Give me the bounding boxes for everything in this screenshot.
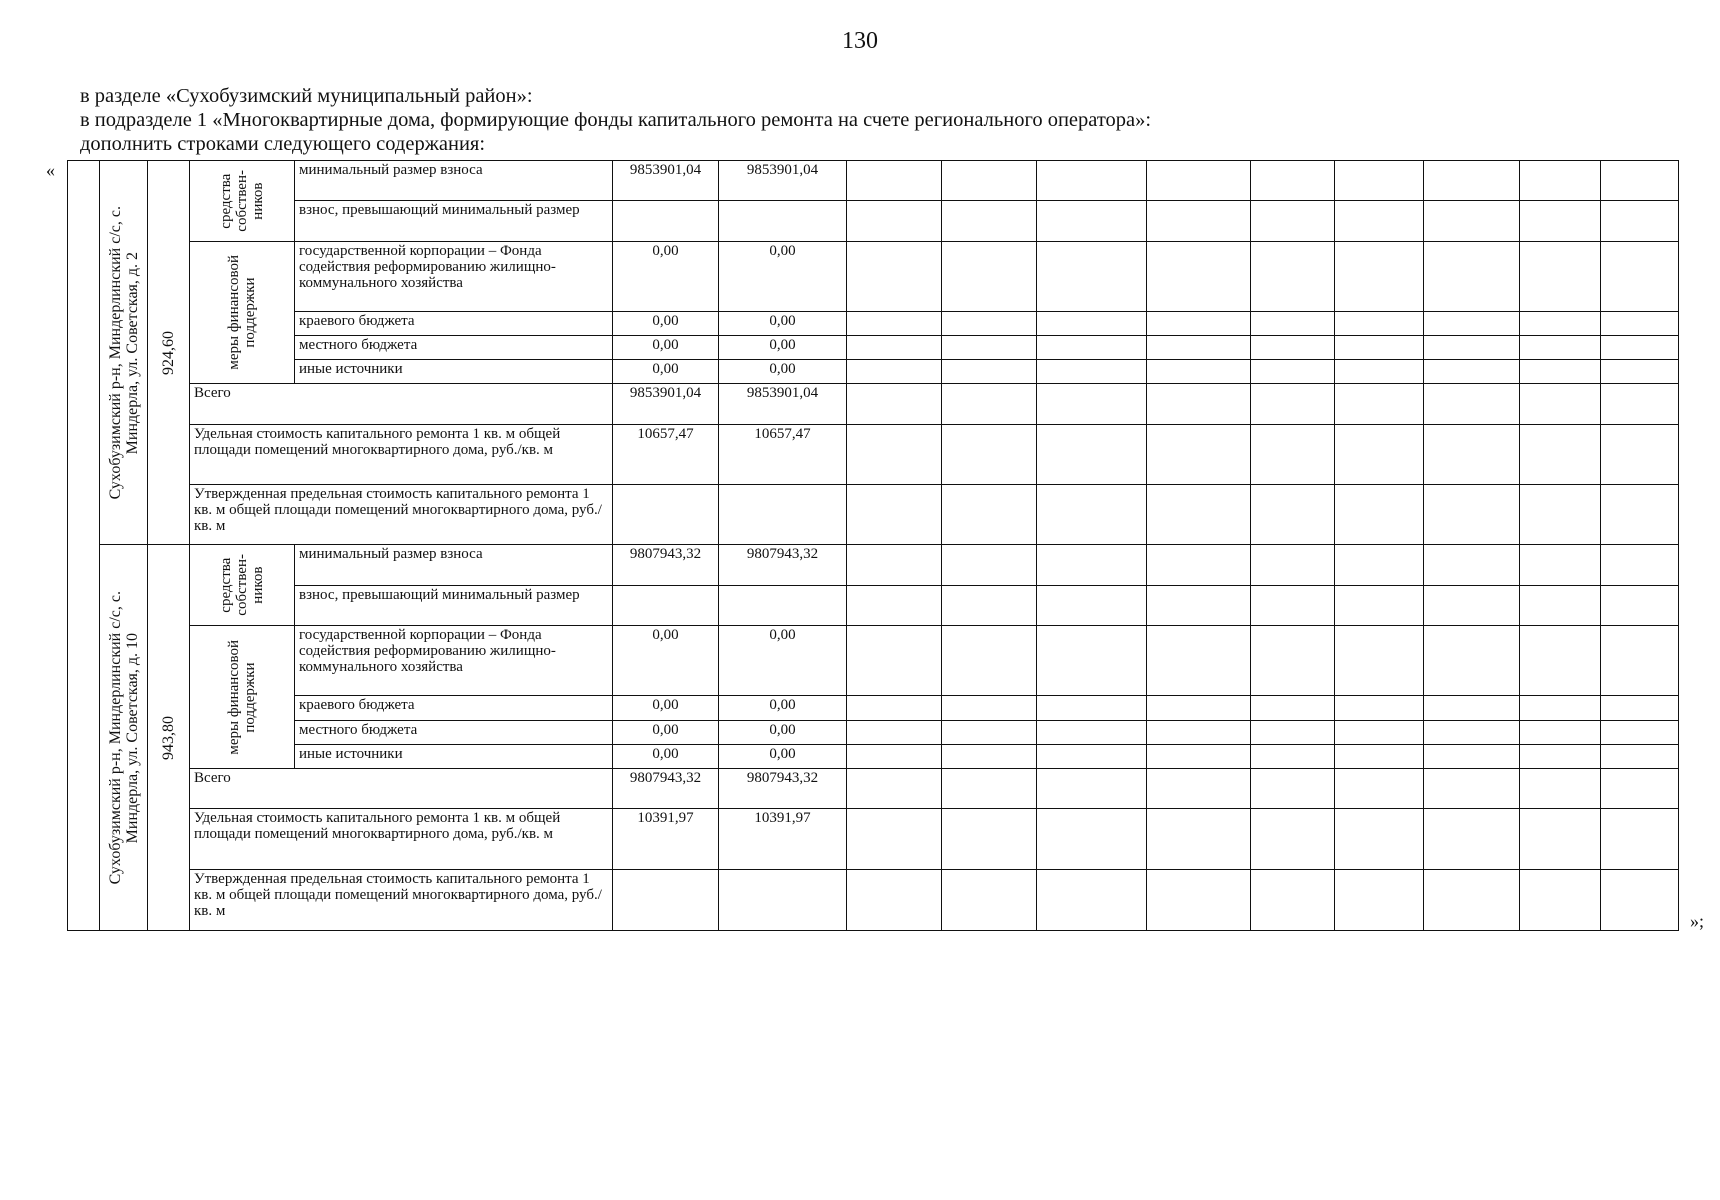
row-label-other: иные источники xyxy=(295,360,613,384)
table-row xyxy=(68,311,1679,335)
intro-text xyxy=(80,84,1151,156)
value-cell: 0,00 xyxy=(613,311,719,335)
row-label-fund: государственной корпорации – Фонда содействия реформированию жилищно-коммунального хозяйства xyxy=(295,625,613,695)
value-cell: 9853901,04 xyxy=(613,384,719,424)
group-owners-funds: средства собствен- ников xyxy=(190,161,295,242)
table-row xyxy=(68,241,1679,311)
value-cell: 9807943,32 xyxy=(719,545,847,585)
row-label-regional: краевого бюджета xyxy=(295,311,613,335)
house-area: 924,60 xyxy=(148,161,190,545)
intro-line-instruction: дополнить строками следующего содержания: xyxy=(80,133,486,155)
row-label-over: взнос, превышающий минимальный размер xyxy=(295,585,613,625)
value-cell: 9853901,04 xyxy=(719,384,847,424)
house-address: Сухобузимский р-н, Миндерлинский с/с, с. Миндерла, ул. Советская, д. 10 xyxy=(100,545,148,931)
table-row xyxy=(68,201,1679,241)
intro-line-subsection: в подразделе 1 «Многоквартирные дома, формирующие фонды капитального ремонта на счете регионального оператора»: xyxy=(80,109,1152,131)
value-cell: 0,00 xyxy=(719,241,847,311)
page-number: 130 xyxy=(842,28,878,54)
row-label-over: взнос, превышающий минимальный размер xyxy=(295,201,613,241)
house-address: Сухобузимский р-н, Миндерлинский с/с, с. Миндерла, ул. Советская, д. 2 xyxy=(100,161,148,545)
capital-repair-table xyxy=(67,160,1679,931)
table-row xyxy=(68,485,1679,545)
value-cell: 9853901,04 xyxy=(719,161,847,201)
table-row xyxy=(68,720,1679,744)
blank-margin-column xyxy=(68,161,100,931)
value-cell: 0,00 xyxy=(719,720,847,744)
table-row xyxy=(68,744,1679,768)
row-label-fund: государственной корпорации – Фонда содействия реформированию жилищно-коммунального хозяйства xyxy=(295,241,613,311)
closing-quote: »; xyxy=(1690,911,1705,931)
row-label-regional: краевого бюджета xyxy=(295,696,613,720)
table-row xyxy=(68,545,1679,585)
table-row xyxy=(68,696,1679,720)
value-cell: 0,00 xyxy=(719,625,847,695)
value-cell: 0,00 xyxy=(613,720,719,744)
group-financial-support: меры финансовой поддержки xyxy=(190,625,295,768)
table-row xyxy=(68,424,1679,484)
value-cell: 10391,97 xyxy=(613,809,719,869)
value-cell: 0,00 xyxy=(719,336,847,360)
value-cell: 9853901,04 xyxy=(613,161,719,201)
row-label-other: иные источники xyxy=(295,744,613,768)
value-cell: 0,00 xyxy=(719,360,847,384)
row-label-limit-cost: Утвержденная предельная стоимость капитального ремонта 1 кв. м общей площади помещений многоквартирного дома, руб./кв. м xyxy=(190,869,613,930)
table-row xyxy=(68,360,1679,384)
value-cell: 0,00 xyxy=(613,744,719,768)
value-cell: 0,00 xyxy=(719,696,847,720)
table-row xyxy=(68,625,1679,695)
group-financial-support: меры финансовой поддержки xyxy=(190,241,295,384)
intro-line-section: в разделе «Сухобузимский муниципальный район»: xyxy=(80,85,533,107)
table-row xyxy=(68,336,1679,360)
row-label-total: Всего xyxy=(190,768,613,808)
value-cell: 10657,47 xyxy=(719,424,847,484)
group-owners-funds: средства собствен- ников xyxy=(190,545,295,626)
value-cell: 9807943,32 xyxy=(719,768,847,808)
table-row xyxy=(68,809,1679,869)
value-cell: 0,00 xyxy=(719,744,847,768)
house-area: 943,80 xyxy=(148,545,190,931)
value-cell: 10657,47 xyxy=(613,424,719,484)
value-cell: 10391,97 xyxy=(719,809,847,869)
value-cell: 0,00 xyxy=(613,625,719,695)
row-label-total: Всего xyxy=(190,384,613,424)
value-cell: 9807943,32 xyxy=(613,545,719,585)
opening-quote: « xyxy=(46,160,55,180)
row-label-min: минимальный размер взноса xyxy=(295,545,613,585)
table-row xyxy=(68,768,1679,808)
row-label-unit-cost: Удельная стоимость капитального ремонта 1 кв. м общей площади помещений многоквартирного дома, руб./кв. м xyxy=(190,424,613,484)
table-row xyxy=(68,869,1679,930)
value-cell: 0,00 xyxy=(719,311,847,335)
value-cell: 9807943,32 xyxy=(613,768,719,808)
row-label-local: местного бюджета xyxy=(295,720,613,744)
row-label-unit-cost: Удельная стоимость капитального ремонта 1 кв. м общей площади помещений многоквартирного дома, руб./кв. м xyxy=(190,809,613,869)
table-row xyxy=(68,384,1679,424)
value-cell: 0,00 xyxy=(613,241,719,311)
value-cell: 0,00 xyxy=(613,360,719,384)
value-cell: 0,00 xyxy=(613,696,719,720)
value-cell: 0,00 xyxy=(613,336,719,360)
row-label-local: местного бюджета xyxy=(295,336,613,360)
table-row xyxy=(68,585,1679,625)
row-label-min: минимальный размер взноса xyxy=(295,161,613,201)
table-row xyxy=(68,161,1679,201)
row-label-limit-cost: Утвержденная предельная стоимость капитального ремонта 1 кв. м общей площади помещений многоквартирного дома, руб./кв. м xyxy=(190,485,613,545)
